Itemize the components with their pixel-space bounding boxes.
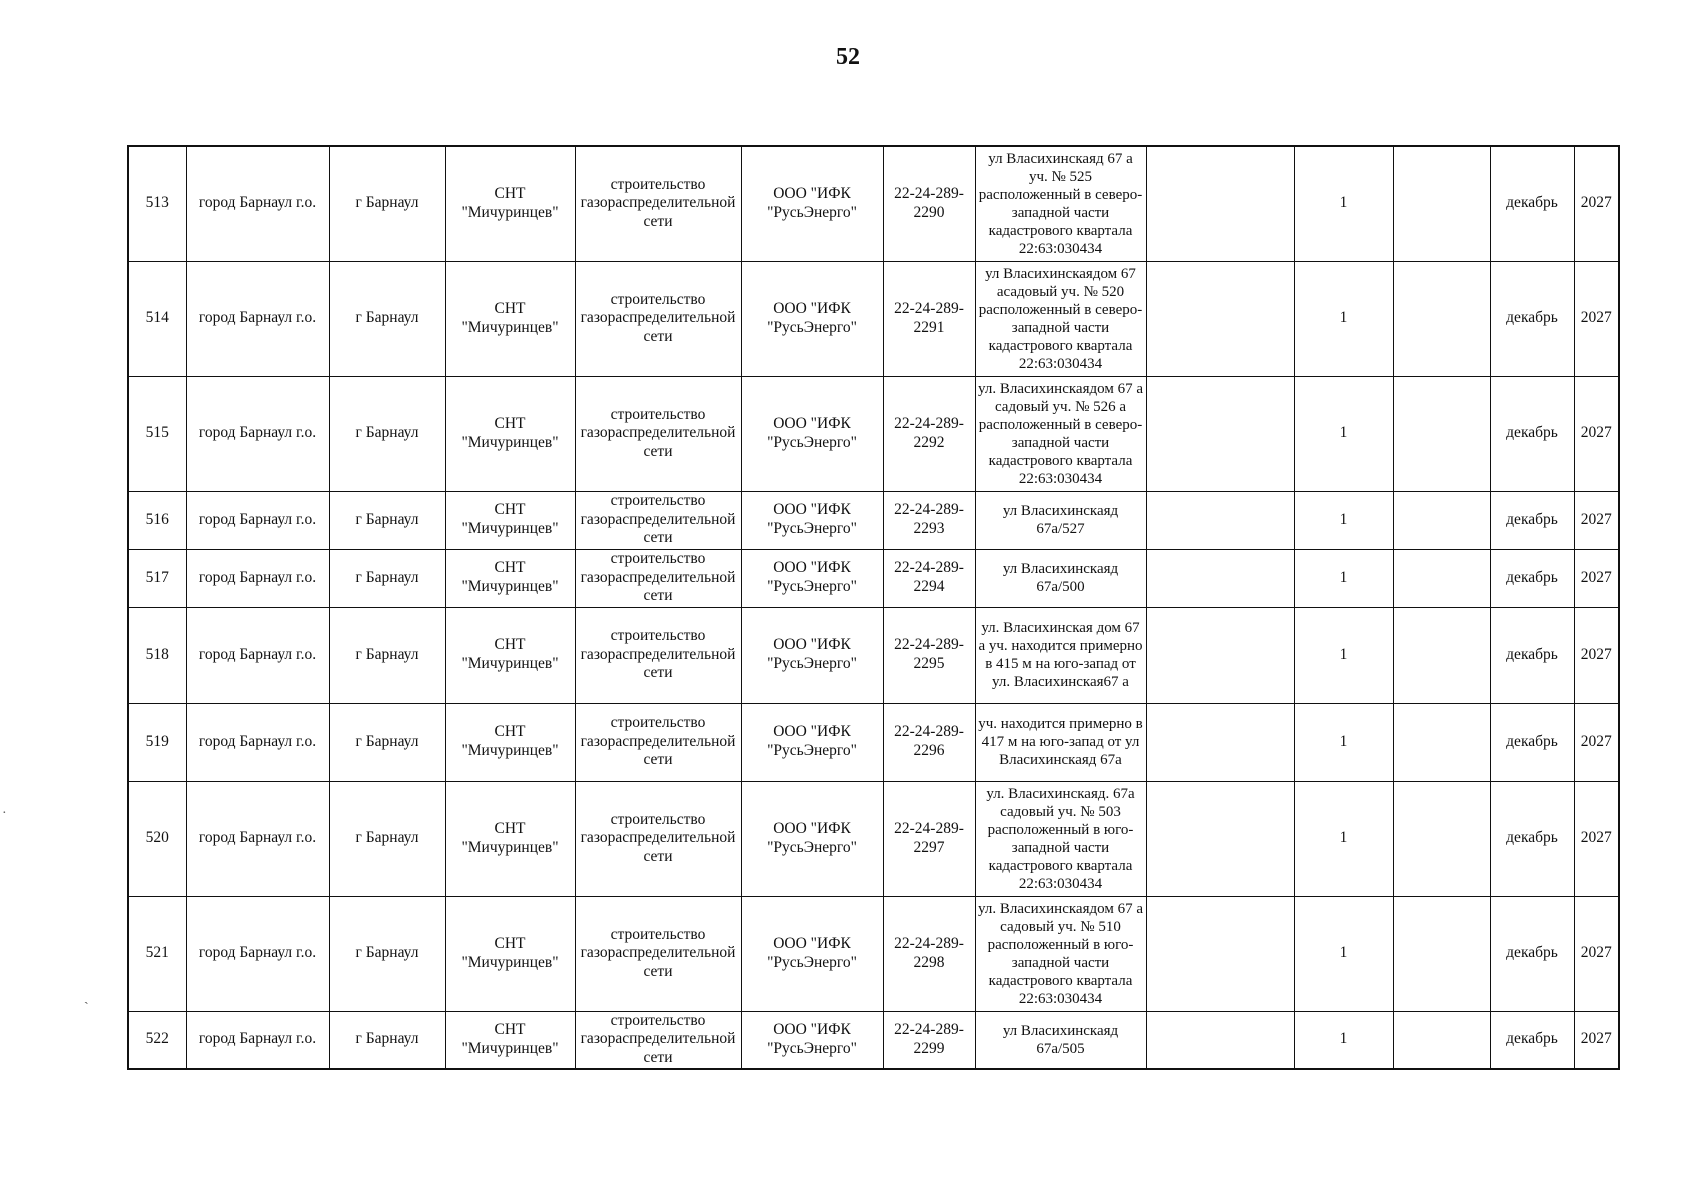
month-cell: декабрь bbox=[1490, 1011, 1574, 1069]
table-row bbox=[128, 261, 1619, 376]
table-row bbox=[128, 781, 1619, 896]
page-number: 52 bbox=[836, 44, 860, 70]
registry-rows bbox=[128, 146, 1619, 1069]
organization-cell: ООО "ИФК "РусьЭнерго" bbox=[741, 146, 883, 261]
municipality-cell: город Барнаул г.о. bbox=[186, 549, 329, 607]
address-cell: ул Власихинскаядом 67 асадовый уч. № 520 расположенный в северо-западной части кадастрового квартала 22:63:030434 bbox=[975, 261, 1146, 376]
address-cell: ул Власихинскаяд 67а/527 bbox=[975, 491, 1146, 549]
month-cell: декабрь bbox=[1490, 261, 1574, 376]
year-cell: 2027 bbox=[1574, 1011, 1619, 1069]
year-cell: 2027 bbox=[1574, 703, 1619, 781]
municipality-cell: город Барнаул г.о. bbox=[186, 261, 329, 376]
organization-cell: ООО "ИФК "РусьЭнерго" bbox=[741, 376, 883, 491]
purpose-cell: строительство газораспределительной сети bbox=[575, 549, 741, 607]
month-cell: декабрь bbox=[1490, 703, 1574, 781]
application-code-cell: 22-24-289-2299 bbox=[883, 1011, 975, 1069]
table-row bbox=[128, 491, 1619, 549]
snt-cell: СНТ "Мичуринцев" bbox=[445, 896, 575, 1011]
locality-cell: г Барнаул bbox=[329, 1011, 445, 1069]
quantity-cell: 1 bbox=[1294, 376, 1393, 491]
application-code-cell: 22-24-289-2298 bbox=[883, 896, 975, 1011]
quantity-cell: 1 bbox=[1294, 781, 1393, 896]
scan-mark: · bbox=[2, 806, 7, 821]
quantity-cell: 1 bbox=[1294, 1011, 1393, 1069]
empty-cell bbox=[1393, 146, 1490, 261]
address-cell: ул. Власихинскаядом 67 а садовый уч. № 526 а расположенный в северо-западной части кадастрового квартала 22:63:030434 bbox=[975, 376, 1146, 491]
row-number: 518 bbox=[128, 607, 186, 703]
purpose-cell: строительство газораспределительной сети bbox=[575, 491, 741, 549]
empty-cell bbox=[1146, 896, 1294, 1011]
row-number: 521 bbox=[128, 896, 186, 1011]
address-cell: ул. Власихинскаяд. 67а садовый уч. № 503 расположенный в юго-западной части кадастрового квартала 22:63:030434 bbox=[975, 781, 1146, 896]
municipality-cell: город Барнаул г.о. bbox=[186, 607, 329, 703]
empty-cell bbox=[1146, 261, 1294, 376]
scan-mark: ˏ bbox=[84, 990, 89, 1005]
organization-cell: ООО "ИФК "РусьЭнерго" bbox=[741, 261, 883, 376]
table-row bbox=[128, 607, 1619, 703]
table-row bbox=[128, 549, 1619, 607]
organization-cell: ООО "ИФК "РусьЭнерго" bbox=[741, 781, 883, 896]
locality-cell: г Барнаул bbox=[329, 376, 445, 491]
quantity-cell: 1 bbox=[1294, 549, 1393, 607]
empty-cell bbox=[1146, 781, 1294, 896]
purpose-cell: строительство газораспределительной сети bbox=[575, 1011, 741, 1069]
snt-cell: СНТ "Мичуринцев" bbox=[445, 549, 575, 607]
municipality-cell: город Барнаул г.о. bbox=[186, 781, 329, 896]
table-row bbox=[128, 376, 1619, 491]
address-cell: уч. находится примерно в 417 м на юго-запад от ул Власихинскаяд 67а bbox=[975, 703, 1146, 781]
organization-cell: ООО "ИФК "РусьЭнерго" bbox=[741, 896, 883, 1011]
application-code-cell: 22-24-289-2295 bbox=[883, 607, 975, 703]
locality-cell: г Барнаул bbox=[329, 549, 445, 607]
quantity-cell: 1 bbox=[1294, 261, 1393, 376]
municipality-cell: город Барнаул г.о. bbox=[186, 491, 329, 549]
locality-cell: г Барнаул bbox=[329, 607, 445, 703]
month-cell: декабрь bbox=[1490, 896, 1574, 1011]
empty-cell bbox=[1146, 376, 1294, 491]
locality-cell: г Барнаул bbox=[329, 261, 445, 376]
municipality-cell: город Барнаул г.о. bbox=[186, 703, 329, 781]
application-code-cell: 22-24-289-2291 bbox=[883, 261, 975, 376]
month-cell: декабрь bbox=[1490, 549, 1574, 607]
year-cell: 2027 bbox=[1574, 261, 1619, 376]
address-cell: ул. Власихинская дом 67 а уч. находится примерно в 415 м на юго-запад от ул. Власихинская67 а bbox=[975, 607, 1146, 703]
snt-cell: СНТ "Мичуринцев" bbox=[445, 376, 575, 491]
empty-cell bbox=[1393, 607, 1490, 703]
table-row bbox=[128, 1011, 1619, 1069]
application-code-cell: 22-24-289-2296 bbox=[883, 703, 975, 781]
snt-cell: СНТ "Мичуринцев" bbox=[445, 261, 575, 376]
purpose-cell: строительство газораспределительной сети bbox=[575, 261, 741, 376]
purpose-cell: строительство газораспределительной сети bbox=[575, 376, 741, 491]
registry-table bbox=[127, 145, 1620, 1070]
year-cell: 2027 bbox=[1574, 549, 1619, 607]
empty-cell bbox=[1146, 146, 1294, 261]
locality-cell: г Барнаул bbox=[329, 781, 445, 896]
row-number: 517 bbox=[128, 549, 186, 607]
empty-cell bbox=[1393, 781, 1490, 896]
month-cell: декабрь bbox=[1490, 146, 1574, 261]
municipality-cell: город Барнаул г.о. bbox=[186, 146, 329, 261]
empty-cell bbox=[1393, 896, 1490, 1011]
address-cell: ул Власихинскаяд 67 а уч. № 525 расположенный в северо-западной части кадастрового квартала 22:63:030434 bbox=[975, 146, 1146, 261]
municipality-cell: город Барнаул г.о. bbox=[186, 1011, 329, 1069]
empty-cell bbox=[1146, 703, 1294, 781]
empty-cell bbox=[1393, 261, 1490, 376]
row-number: 515 bbox=[128, 376, 186, 491]
locality-cell: г Барнаул bbox=[329, 491, 445, 549]
quantity-cell: 1 bbox=[1294, 146, 1393, 261]
locality-cell: г Барнаул bbox=[329, 703, 445, 781]
year-cell: 2027 bbox=[1574, 146, 1619, 261]
month-cell: декабрь bbox=[1490, 781, 1574, 896]
purpose-cell: строительство газораспределительной сети bbox=[575, 607, 741, 703]
empty-cell bbox=[1146, 607, 1294, 703]
organization-cell: ООО "ИФК "РусьЭнерго" bbox=[741, 703, 883, 781]
address-cell: ул Власихинскаяд 67а/505 bbox=[975, 1011, 1146, 1069]
empty-cell bbox=[1146, 549, 1294, 607]
row-number: 516 bbox=[128, 491, 186, 549]
row-number: 522 bbox=[128, 1011, 186, 1069]
quantity-cell: 1 bbox=[1294, 607, 1393, 703]
purpose-cell: строительство газораспределительной сети bbox=[575, 781, 741, 896]
snt-cell: СНТ "Мичуринцев" bbox=[445, 146, 575, 261]
quantity-cell: 1 bbox=[1294, 703, 1393, 781]
purpose-cell: строительство газораспределительной сети bbox=[575, 703, 741, 781]
address-cell: ул. Власихинскаядом 67 а садовый уч. № 510 расположенный в юго-западной части кадастрового квартала 22:63:030434 bbox=[975, 896, 1146, 1011]
snt-cell: СНТ "Мичуринцев" bbox=[445, 703, 575, 781]
empty-cell bbox=[1146, 1011, 1294, 1069]
table-row bbox=[128, 146, 1619, 261]
quantity-cell: 1 bbox=[1294, 491, 1393, 549]
organization-cell: ООО "ИФК "РусьЭнерго" bbox=[741, 1011, 883, 1069]
year-cell: 2027 bbox=[1574, 896, 1619, 1011]
month-cell: декабрь bbox=[1490, 607, 1574, 703]
empty-cell bbox=[1393, 376, 1490, 491]
address-cell: ул Власихинскаяд 67а/500 bbox=[975, 549, 1146, 607]
organization-cell: ООО "ИФК "РусьЭнерго" bbox=[741, 607, 883, 703]
empty-cell bbox=[1393, 491, 1490, 549]
organization-cell: ООО "ИФК "РусьЭнерго" bbox=[741, 491, 883, 549]
year-cell: 2027 bbox=[1574, 376, 1619, 491]
table-row bbox=[128, 896, 1619, 1011]
locality-cell: г Барнаул bbox=[329, 146, 445, 261]
month-cell: декабрь bbox=[1490, 376, 1574, 491]
municipality-cell: город Барнаул г.о. bbox=[186, 376, 329, 491]
empty-cell bbox=[1393, 703, 1490, 781]
purpose-cell: строительство газораспределительной сети bbox=[575, 896, 741, 1011]
row-number: 513 bbox=[128, 146, 186, 261]
application-code-cell: 22-24-289-2297 bbox=[883, 781, 975, 896]
snt-cell: СНТ "Мичуринцев" bbox=[445, 781, 575, 896]
locality-cell: г Барнаул bbox=[329, 896, 445, 1011]
month-cell: декабрь bbox=[1490, 491, 1574, 549]
quantity-cell: 1 bbox=[1294, 896, 1393, 1011]
empty-cell bbox=[1393, 549, 1490, 607]
empty-cell bbox=[1146, 491, 1294, 549]
application-code-cell: 22-24-289-2290 bbox=[883, 146, 975, 261]
row-number: 519 bbox=[128, 703, 186, 781]
snt-cell: СНТ "Мичуринцев" bbox=[445, 491, 575, 549]
year-cell: 2027 bbox=[1574, 781, 1619, 896]
empty-cell bbox=[1393, 1011, 1490, 1069]
snt-cell: СНТ "Мичуринцев" bbox=[445, 1011, 575, 1069]
organization-cell: ООО "ИФК "РусьЭнерго" bbox=[741, 549, 883, 607]
application-code-cell: 22-24-289-2292 bbox=[883, 376, 975, 491]
purpose-cell: строительство газораспределительной сети bbox=[575, 146, 741, 261]
row-number: 520 bbox=[128, 781, 186, 896]
snt-cell: СНТ "Мичуринцев" bbox=[445, 607, 575, 703]
year-cell: 2027 bbox=[1574, 607, 1619, 703]
application-code-cell: 22-24-289-2294 bbox=[883, 549, 975, 607]
year-cell: 2027 bbox=[1574, 491, 1619, 549]
municipality-cell: город Барнаул г.о. bbox=[186, 896, 329, 1011]
application-code-cell: 22-24-289-2293 bbox=[883, 491, 975, 549]
table-row bbox=[128, 703, 1619, 781]
row-number: 514 bbox=[128, 261, 186, 376]
